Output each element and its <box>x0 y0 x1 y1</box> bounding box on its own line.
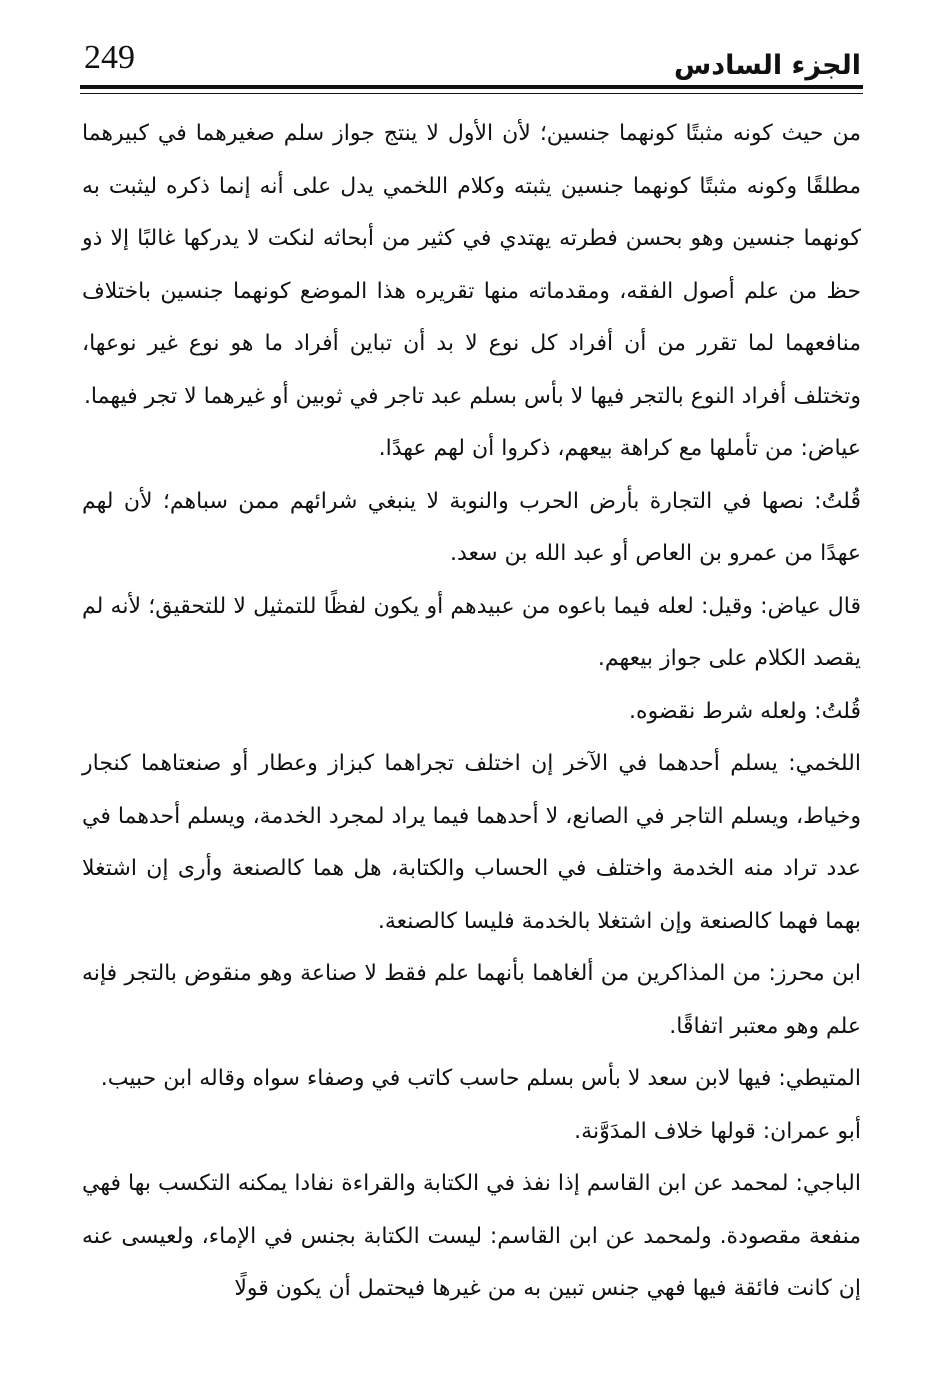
page-number: 249 <box>84 39 135 76</box>
paragraph-10: الباجي: لمحمد عن ابن القاسم إذا نفذ في الكتابة والقراءة نفادا يمكنه التكسب بها فهي منفعة مقصودة. ولمحمد عن ابن القاسم: ليست الكتابة بجنس في الإماء، ولعيسى عنه إن كانت فائقة فيها فهي جنس تبين به من غيرها فيحتمل أن يكون قولًا <box>82 1171 861 1301</box>
paragraph-7: ابن محرز: من المذاكرين من ألغاهما بأنهما علم فقط لا صناعة وهو منقوض بالتجر فإنه علم وهو معتبر اتفاقًا. <box>82 961 861 1039</box>
running-title: الجزء السادس <box>674 50 861 81</box>
header-rule-thin <box>80 93 863 94</box>
paragraph-3: قُلتُ: نصها في التجارة بأرض الحرب والنوبة لا ينبغي شرائهم ممن سباهم؛ لأن لهم عهدًا من عمرو بن العاص أو عبد الله بن سعد. <box>82 488 861 566</box>
paragraph-5: قُلتُ: ولعله شرط نقضوه. <box>629 698 861 724</box>
paragraph-1: من حيث كونه مثبتًا كونهما جنسين؛ لأن الأول لا ينتج جواز سلم صغيرهما في كبيرهما مطلقًا وكونه مثبتًا كونهما جنسين يثبته وكلام اللخمي يدل على أنه إنما ذكره ليثبت به كونهما جنسين وهو بحسن فطرته يهتدي في كثير من أبحاثه لنكت لا يدركها غالبًا إلا ذو حظ من علم أصول الفقه، ومقدماته منها تقريره هذا الموضع كونهما جنسين باختلاف منافعهما لما تقرر من أن أفراد كل نوع لا بد أن تباين أفراد ما هو نوع غير نوعها، وتختلف أفراد النوع بالتجر فيها لا بأس بسلم عبد تاجر في ثوبين أو غيرهما لا تجر فيهما. <box>82 121 861 409</box>
page-header <box>80 30 863 86</box>
body-text <box>82 108 861 1316</box>
paragraph-2: عياض: من تأملها مع كراهة بيعهم، ذكروا أن لهم عهدًا. <box>378 436 861 461</box>
header-rule-thick <box>80 85 863 89</box>
paragraph-4: قال عياض: وقيل: لعله فيما باعوه من عبيدهم أو يكون لفظًا للتمثيل لا للتحقيق؛ لأنه لم يقصد الكلام على جواز بيعهم. <box>82 593 861 671</box>
paragraph-6: اللخمي: يسلم أحدهما في الآخر إن اختلف تجراهما كبزاز وعطار أو صنعتاهما كنجار وخياط، ويسلم التاجر في الصانع، لا أحدهما فيما يراد لمجرد الخدمة، ويسلم أحدهما في عدد تراد منه الخدمة واختلف في الحساب والكتابة، هل هما كالصنعة وأرى إن اشتغلا بهما فهما كالصنعة وإن اشتغلا بالخدمة فليسا كالصنعة. <box>82 751 861 934</box>
paragraph-9: أبو عمران: قولها خلاف المدَوَّنة. <box>574 1118 861 1144</box>
paragraph-8: المتيطي: فيها لابن سعد لا بأس بسلم حاسب كاتب في وصفاء سواه وقاله ابن حبيب. <box>100 1066 861 1091</box>
